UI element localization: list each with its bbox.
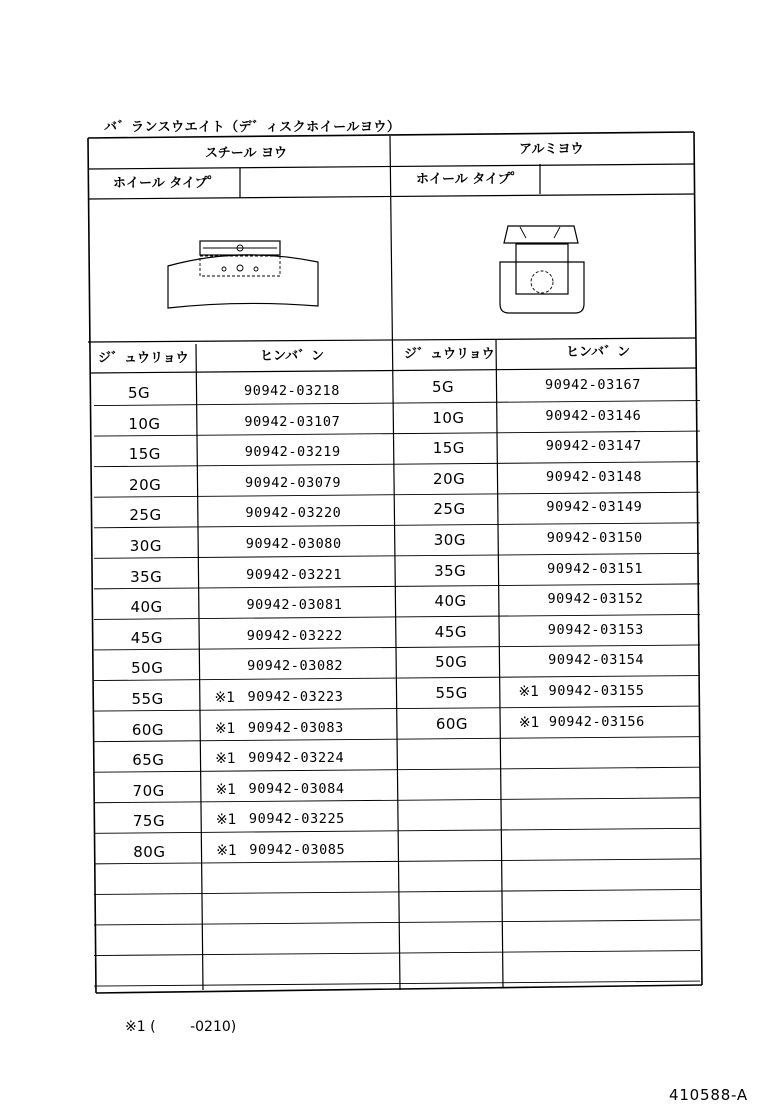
aluminum-part-number-cell: 90942-03151	[547, 560, 644, 577]
steel-note-mark: ※1	[214, 690, 236, 706]
aluminum-weight-cell: 30G	[433, 531, 466, 549]
aluminum-weight-cell: 25G	[433, 500, 466, 519]
steel-part-number-cell: 90942-03080	[245, 536, 342, 552]
steel-weight-cell: 75G	[132, 812, 166, 831]
steel-weight-cell: 50G	[131, 659, 164, 678]
document-number: 410588-A	[668, 1086, 748, 1104]
steel-weight-cell: 80G	[133, 843, 166, 861]
steel-part-number-cell: 90942-03218	[244, 383, 341, 399]
steel-part-number-cell: 90942-03083	[247, 719, 344, 736]
steel-weight-cell: 45G	[130, 628, 164, 647]
aluminum-part-number-cell: 90942-03152	[547, 591, 644, 608]
footnote-mark: ※1	[125, 1019, 146, 1035]
steel-part-number-cell: 90942-03221	[246, 566, 343, 583]
aluminum-part-number-cell: 90942-03154	[548, 652, 645, 669]
steel-heading: スチール ヨウ	[205, 146, 288, 161]
footnote	[125, 1019, 236, 1035]
aluminum-weight-cell: 5G	[432, 378, 455, 396]
row-line	[94, 920, 700, 925]
aluminum-part-number-cell: 90942-03153	[547, 621, 644, 638]
steel-weight-cell: 70G	[132, 781, 165, 800]
steel-weight-cell: 65G	[132, 751, 165, 770]
row-line	[94, 981, 700, 986]
steel-note-mark: ※1	[215, 781, 237, 798]
steel-weight-cell: 60G	[131, 720, 165, 739]
steel-note-mark: ※1	[216, 843, 237, 859]
aluminum-part-number-cell: 90942-03167	[545, 377, 642, 393]
row-line	[94, 462, 700, 467]
steel-weight-cell: 25G	[129, 506, 162, 525]
steel-part-number-cell: 90942-03223	[247, 689, 344, 705]
aluminum-weight-cell: 15G	[432, 439, 465, 458]
aluminum-part-col-header: ヒンバ゛ン	[566, 345, 631, 360]
steel-part-number-cell: 90942-03222	[246, 627, 343, 644]
steel-weight-icon	[168, 241, 318, 308]
row-line	[94, 523, 700, 528]
aluminum-note-mark: ※1	[518, 714, 540, 731]
aluminum-wheel-type-label: ホイール タイプ゜	[416, 172, 524, 187]
steel-part-number-cell: 90942-03085	[249, 842, 346, 858]
row-line	[94, 645, 700, 650]
steel-weight-cell: 20G	[129, 475, 162, 494]
aluminum-heading: アルミヨウ	[519, 142, 584, 157]
steel-note-mark: ※1	[215, 812, 237, 829]
aluminum-part-number-cell: 90942-03146	[545, 407, 642, 424]
aluminum-weight-cell: 45G	[434, 622, 468, 641]
row-line	[94, 614, 700, 619]
document-title: バ゛ランスウエイト（デ゛ィスクホイールヨウ）	[104, 120, 401, 135]
aluminum-part-number-cell: 90942-03155	[548, 683, 645, 699]
steel-part-number-cell: 90942-03079	[245, 474, 342, 491]
aluminum-weight-cell: 20G	[433, 469, 466, 488]
row-line	[94, 401, 700, 406]
steel-weight-cell: 10G	[128, 414, 161, 433]
aluminum-weight-cell: 35G	[434, 561, 467, 580]
steel-part-number-cell: 90942-03084	[248, 780, 345, 797]
row-line	[94, 584, 700, 589]
aluminum-weight-col-header: ジ゛ュウリョウ	[404, 347, 495, 362]
steel-note-mark: ※1	[215, 751, 236, 768]
aluminum-weight-cell: 60G	[435, 714, 469, 733]
row-line	[94, 798, 700, 803]
row-line	[94, 951, 700, 956]
footnote-text: -0210)	[190, 1019, 237, 1035]
aluminum-part-number-cell: 90942-03147	[545, 438, 642, 455]
steel-weight-cell: 55G	[131, 690, 164, 708]
row-line	[94, 859, 700, 864]
aluminum-part-number-cell: 90942-03148	[546, 468, 643, 485]
steel-part-number-cell: 90942-03224	[248, 750, 345, 767]
steel-part-number-cell: 90942-03220	[245, 505, 342, 522]
steel-weight-cell: 15G	[128, 445, 161, 464]
aluminum-weight-cell: 50G	[435, 653, 468, 672]
steel-weight-col-header: ジ゛ュウリョウ	[98, 351, 189, 366]
steel-part-number-cell: 90942-03219	[244, 444, 341, 461]
steel-weight-cell: 35G	[130, 567, 163, 586]
steel-part-number-cell: 90942-03081	[246, 597, 343, 614]
steel-part-number-cell: 90942-03107	[244, 413, 341, 430]
aluminum-note-mark: ※1	[518, 684, 540, 700]
aluminum-part-number-cell: 90942-03156	[548, 713, 645, 730]
row-line	[94, 553, 700, 558]
steel-wheel-type-label: ホイール タイプ゜	[113, 176, 221, 191]
steel-note-mark: ※1	[214, 720, 236, 737]
aluminum-part-number-cell: 90942-03149	[546, 499, 643, 516]
row-line	[94, 492, 700, 497]
steel-part-col-header: ヒンバ゛ン	[260, 349, 325, 364]
steel-part-number-cell: 90942-03082	[247, 658, 344, 675]
row-line	[94, 676, 700, 681]
steel-weight-cell: 5G	[128, 384, 151, 402]
footnote-open-paren: (	[150, 1019, 156, 1035]
steel-part-number-cell: 90942-03225	[248, 811, 345, 828]
row-line	[94, 828, 700, 833]
aluminum-weight-cell: 40G	[434, 592, 467, 611]
steel-weight-cell: 30G	[129, 537, 162, 555]
aluminum-part-number-cell: 90942-03150	[546, 530, 643, 546]
aluminum-weight-cell: 55G	[435, 684, 468, 702]
aluminum-weight-cell: 10G	[432, 408, 465, 427]
row-line	[94, 889, 700, 894]
row-line	[94, 431, 700, 436]
steel-weight-cell: 40G	[130, 598, 163, 617]
aluminum-weight-icon	[500, 226, 584, 313]
